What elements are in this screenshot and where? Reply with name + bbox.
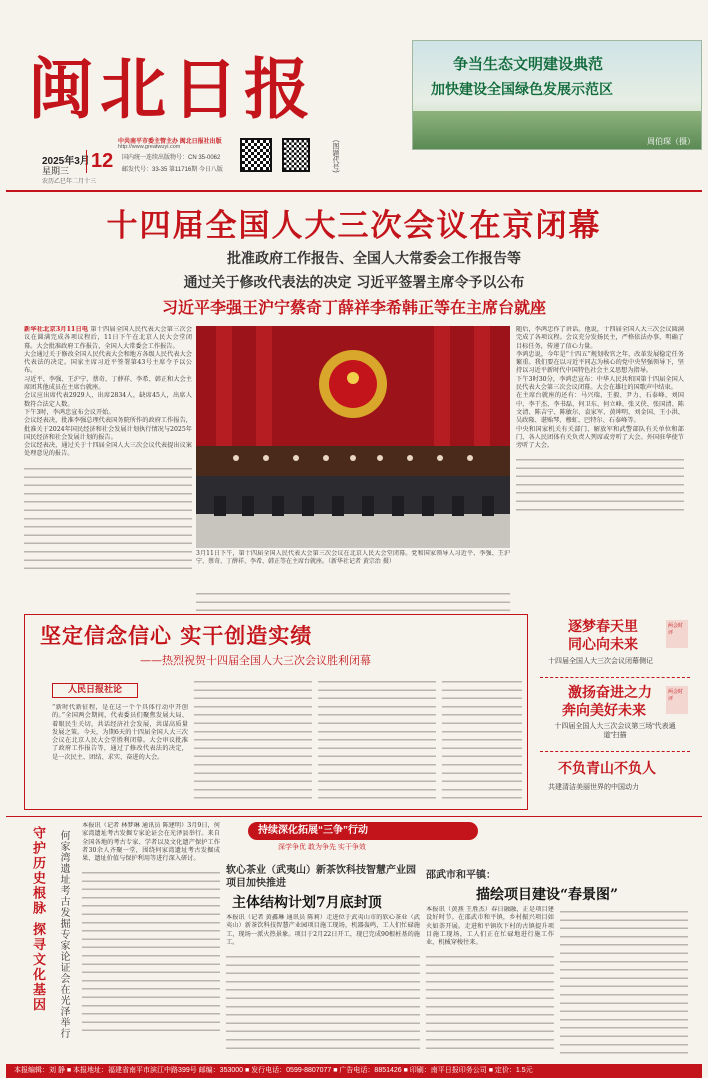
masthead-weekday: 星期三 <box>42 166 70 176</box>
right-paragraph-5: 中央和国家机关有关部门、解放军和武警部队有关单位和部门、各人民团体有关负责人列席或旁听了大会。外国驻华使节旁听了大会。 <box>516 425 684 450</box>
masthead-ad-tag: (图题代号) <box>332 140 339 173</box>
sidebar-item-desc: 十四届全国人大三次会议闭幕侧记 <box>548 658 653 665</box>
main-headline: 十四届全国人大三次会议在京闭幕 <box>106 208 602 244</box>
subheadline-1: 批准政府工作报告、全国人大常委会工作报告等 <box>227 251 521 267</box>
sidebar-item-tag: 两会时评 <box>666 686 688 714</box>
lead-story-text-filler <box>24 463 192 573</box>
masthead-lunar: 农历乙巳年二月十三 <box>42 179 97 185</box>
campaign-badge: 持续深化拓展“三争”行动 <box>248 822 478 840</box>
sidebar-item[interactable] <box>540 754 690 810</box>
masthead-issn: 国内统一连续出版物号：CN 35-0062 <box>122 155 221 161</box>
lead-paragraph-2: 大会通过关于修改全国人民代表大会和地方各级人民代表大会代表法的决定。国家主席习近平签署第43号主席令予以公布。 <box>24 350 192 375</box>
continuation-text-filler <box>196 588 510 612</box>
news-photo[interactable] <box>196 326 510 548</box>
section-divider <box>6 816 702 817</box>
masthead-publisher: 中共南平市委主管主办 闽北日报社出版 <box>118 139 222 145</box>
editorial-column-3 <box>318 676 436 804</box>
lead-dateline: 新华社北京3月11日电 <box>24 326 89 333</box>
editorial-column-4 <box>442 676 522 804</box>
sidebar-item-title1: 激扬奋进之力 <box>568 685 652 701</box>
tea-headline-pre: 软心茶业（武夷山）新茶饮科技智慧产业园项目加快推进 <box>226 865 416 889</box>
editorial-title: 坚定信念信心 实干创造实绩 <box>40 623 313 648</box>
right-paragraph-4: 在主席台就座的还有：马兴瑞、王毅、尹力、石泰峰、刘国中、李干杰、李书磊、何卫东、何立峰、张又侠、张国清、陈文清、陈吉宁、陈敏尔、袁家军、黄坤明、刘金国、王小洪、吴政隆、谌贻琴、穆虹、巴特尔、石泰峰等。 <box>516 392 684 425</box>
sidebar-item-desc: 十四届全国人大三次会议第三场“代表通道”扫描 <box>554 723 676 739</box>
banner-line2: 加快建设全国绿色发展示范区 <box>431 82 613 98</box>
culture-text-filler <box>82 867 220 1037</box>
tea-headline: 主体结构计划7月底封顶 <box>232 895 382 911</box>
culture-paragraph: 本报讯（记者 林梦琳 通讯员 陈建明）3月9日，何家湾遗址考古发掘专家论证会在光泽县举行。来自全国各地的考古专家、学者以及文化遗产保护工作者30余人齐聚一堂，围绕何家湾遗址考古发掘成果、遗址价值与保护利用等进行深入研讨。 <box>82 822 220 863</box>
masthead-divider <box>6 190 702 192</box>
footer-bar: 本报编辑：刘 静 ■ 本报地址：福建省南平市滨江中路399号 邮编：353000 ■ 发行电话：0599-8807077 ■ 广告电话：8851426 ■ 印刷：南平日报印务公司 ■ 定价：1.5元 <box>6 1064 702 1078</box>
sidebar-item[interactable] <box>540 614 690 678</box>
campaign-subtitle: 深学争优 敢为争先 实干争效 <box>278 844 366 851</box>
tea-text-filler <box>226 951 420 1051</box>
right-paragraph-2: 李鸿忠说，今年是“十四五”规划收官之年，改革发展稳定任务繁重。我们要在以习近平同志为核心的党中央坚强领导下，坚持以习近平新时代中国特色社会主义思想为指导。 <box>516 350 684 375</box>
editorial-subtitle: ——热烈祝贺十四届全国人大三次会议胜利闭幕 <box>140 654 371 667</box>
masthead-date: 2025年3月 <box>42 156 90 167</box>
shaowu-column-2 <box>560 906 688 1054</box>
editorial-body: “新时代新征程，是在这一个个具体行动中开创的。”全国两会期间，代表委员们聚焦发展大局、着眼民生关切，共话经济社会发展，共谋高质量发展之策。今天，为期6天的十四届全国人大三次会议在北京人民大会堂胜利闭幕。大会审议批准了政府工作报告等，通过了修改代表法的决定，是一次民主、团结、求实、奋进的大会。 <box>52 704 188 761</box>
masthead-postal: 邮发代号：33-35 第11716期 今日八版 <box>122 167 223 173</box>
shaowu-headline-pre: 邵武市和平镇： <box>426 870 496 881</box>
masthead-day: 12 <box>86 150 113 173</box>
promo-banner <box>412 40 702 150</box>
qr-code-2[interactable] <box>282 138 310 172</box>
photo-caption: 3月11日下午，第十四届全国人民代表大会第三次会议在北京人民大会堂闭幕。党和国家领导人习近平、李强、王沪宁、蔡奇、丁薛祥、李希、韩正等在主席台就座。（新华社记者 黄宗治 摄） <box>196 550 510 565</box>
lead-paragraph-7: 会议经表决，通过关于十四届全国人大三次会议代表提出议案处理意见的报告。 <box>24 442 192 458</box>
banner-line1: 争当生态文明建设典范 <box>453 55 604 73</box>
right-story-column <box>516 326 684 594</box>
right-paragraph-1: 随后，李鸿忠作了讲话。他说，十四届全国人大三次会议圆满完成了各项议程。会议充分发扬民主，严格依法办事，明确了目标任务，传递了信心力量。 <box>516 326 684 350</box>
tea-body <box>226 914 420 1054</box>
banner-credit: 周伯琛（摄） <box>647 137 695 146</box>
sidebar-item-tag: 两会时评 <box>666 620 688 648</box>
shaowu-text-filler <box>426 951 554 1051</box>
culture-vertical-subtitle: 何家湾遗址考古发掘专家论证会在光泽举行 <box>58 830 69 1039</box>
news-photo-scene <box>196 326 510 548</box>
shaowu-body <box>426 906 554 1054</box>
culture-vertical-title: 守护历史根脉 探寻文化基因 <box>30 826 45 1013</box>
sidebar-item-title2: 奔向美好未来 <box>562 703 646 719</box>
lead-paragraph-5: 下午3时，李鸿忠宣布会议开始。 <box>24 408 115 416</box>
lead-paragraph-6: 会议经表决，批准李强总理代表国务院所作的政府工作报告，批准关于2024年国民经济和社会发展计划执行情况与2025年国民经济和社会发展计划的报告。 <box>24 417 192 441</box>
lead-paragraph-1: 第十四届全国人民代表大会第三次会议在圆满完成各项议程后，11日下午在北京人民大会堂闭幕。大会批准政府工作报告，全国人大常委会工作报告。 <box>24 326 192 350</box>
sidebar-item[interactable] <box>540 680 690 752</box>
culture-body <box>82 822 220 1056</box>
sidebar <box>540 614 690 810</box>
right-story-text-filler <box>516 454 684 514</box>
masthead-website: http://www.greatwuyi.com <box>118 144 181 150</box>
tea-paragraph: 本报讯（记者 黄鑫琳 通讯员 陈莉）走进位于武夷山市的软心茶业（武夷山）新茶饮科技智慧产业园项目施工现场，机器轰鸣，工人们忙碌施工，现场一派火热景象。项目于2月22日开工，现已完成90根桩基的施工。 <box>226 914 420 946</box>
subheadline-2: 通过关于修改代表法的决定 习近平签署主席令予以公布 <box>183 275 525 291</box>
sidebar-item-title1: 逐梦春天里 <box>568 619 638 635</box>
editorial-column-2 <box>194 676 312 804</box>
lead-paragraph-4: 会议应出席代表2929人，出席2834人，缺席45人，出席人数符合法定人数。 <box>24 392 192 408</box>
shaowu-paragraph: 本报讯（黄燕 王胜杰）春日融融，正是项目建设好时节。在邵武市和平镇，乡村振兴项目如火如荼开展。走进和平镇坎下村的古镇提升项目施工现场，工人们正在忙碌地进行施工作业，机械穿梭往来。 <box>426 906 554 947</box>
editorial-tag: 人民日报社论 <box>52 683 138 698</box>
sidebar-item-desc: 共建清洁美丽世界的中国动力 <box>548 784 639 791</box>
shaowu-headline: 描绘项目建设“春景图” <box>476 887 619 903</box>
lead-paragraph-3: 习近平、李强、王沪宁、蔡奇、丁薛祥、李希、韩正和大会主席团其他成员在主席台就座。 <box>24 375 192 392</box>
sidebar-item-title1: 不负青山不负人 <box>558 761 656 777</box>
masthead-title: 闽北日报 <box>28 50 316 128</box>
subheadline-3: 习近平李强王沪宁蔡奇丁薛祥李希韩正等在主席台就座 <box>161 298 546 317</box>
right-paragraph-3: 下午3时30分，李鸿忠宣布：中华人民共和国第十四届全国人民代表大会第三次会议闭幕。大会在雄壮的国歌声中结束。 <box>516 375 684 392</box>
qr-code[interactable] <box>240 138 272 172</box>
lead-story-column <box>24 326 192 594</box>
sidebar-item-title2: 同心向未来 <box>568 637 638 653</box>
